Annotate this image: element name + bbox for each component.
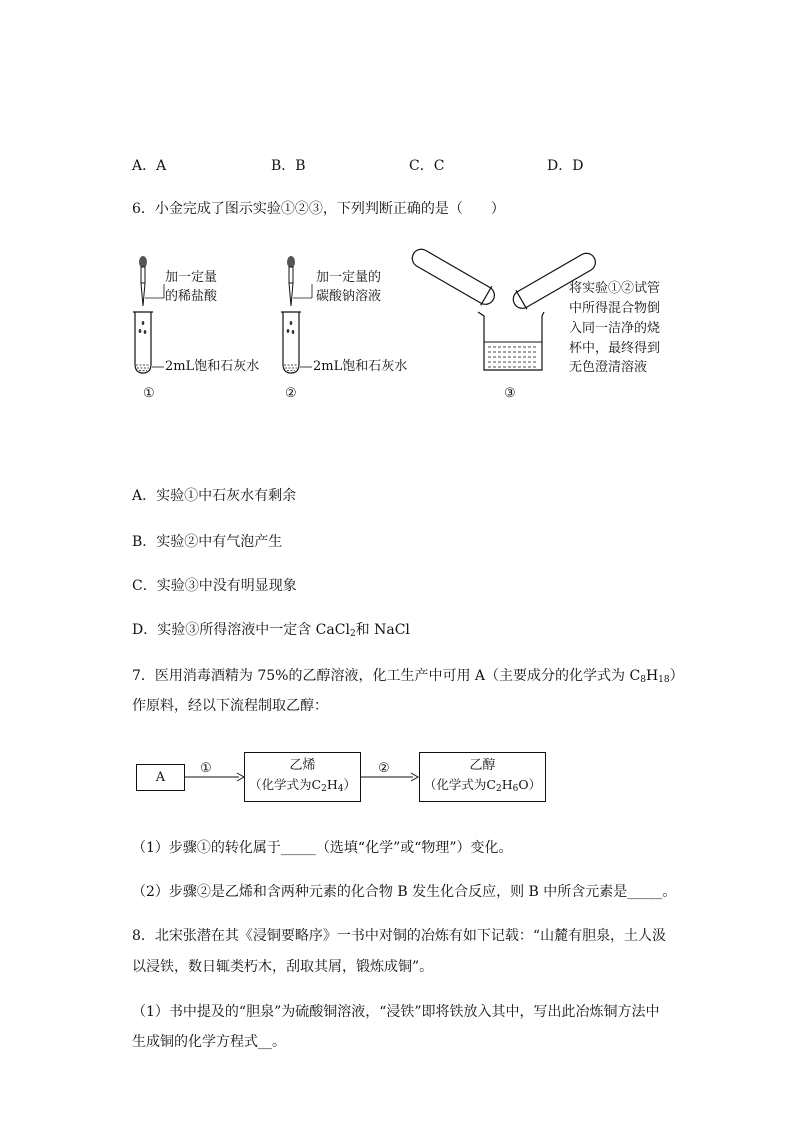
q6-option-c: C．实验③中没有明显现象 xyxy=(132,578,297,594)
fig1-label-line2: 的稀盐酸 xyxy=(165,289,218,304)
option-a: A．A xyxy=(132,158,167,174)
fig3-desc-line5: 无色澄清溶液 xyxy=(569,360,648,375)
figure-2-apparatus xyxy=(278,252,318,377)
figure-3-apparatus xyxy=(412,236,592,381)
fig2-bottom-label: 2mL饱和石灰水 xyxy=(313,359,408,374)
fig1-bottom-label: 2mL饱和石灰水 xyxy=(165,359,260,374)
fig2-label-line2: 碳酸钠溶液 xyxy=(316,289,382,304)
flow-box-a: A xyxy=(136,764,185,791)
fig3-desc-line3: 入同一洁净的烧 xyxy=(569,321,661,336)
fig1-label-line1: 加一定量 xyxy=(165,270,218,285)
q8-subquestion-1-line1: （1）书中提及的“胆泉”为硫酸铜溶液，“浸铁”即将铁放入其中，写出此冶炼铜方法中 xyxy=(132,1004,660,1020)
fig3-number: ③ xyxy=(504,386,516,401)
fig3-desc-line1: 将实验①②试管 xyxy=(569,281,661,296)
flow-box-ethanol xyxy=(419,752,546,802)
fig2-label-line1: 加一定量的 xyxy=(316,270,382,285)
question-7-stem-line1: 7．医用消毒酒精为 75%的乙醇溶液，化工生产中可用 A（主要成分的化学式为 $C_8H_{18}$） xyxy=(132,668,684,685)
flow-arrow-1 xyxy=(185,771,245,783)
flow-box-ethylene xyxy=(244,752,361,802)
question-7-stem-line2: 作原料，经以下流程制取乙醇： xyxy=(132,698,328,714)
option-d: D．D xyxy=(547,158,584,174)
option-c: C．C xyxy=(409,158,445,174)
fig1-number: ① xyxy=(143,386,155,401)
question-6-stem: 6．小金完成了图示实验①②③，下列判断正确的是（ ） xyxy=(132,201,505,217)
q8-subquestion-1-line2: 生成铜的化学方程式__。 xyxy=(132,1034,286,1050)
q6-option-b: B．实验②中有气泡产生 xyxy=(132,534,283,550)
q6-option-d: D．实验③所得溶液中一定含 CaCl$_2$和 NaCl xyxy=(132,622,410,639)
fig2-number: ② xyxy=(285,386,297,401)
figure-1-apparatus xyxy=(130,252,170,377)
flow-step-1-label: ① xyxy=(200,761,212,776)
question-8-stem-line1: 8．北宋张潜在其《浸铜要略序》一书中对铜的冶炼有如下记载：“山麓有胆泉，土人汲 xyxy=(132,928,667,944)
flow-arrow-2 xyxy=(361,771,421,783)
q6-option-a: A．实验①中石灰水有剩余 xyxy=(132,488,297,504)
option-b: B．B xyxy=(271,158,306,174)
ethylene-formula: （化学式为$C_2H_4$） xyxy=(249,777,356,794)
fig3-desc-line2: 中所得混合物倒 xyxy=(569,301,661,316)
q7-subquestion-1: （1）步骤①的转化属于_____（选填“化学”或“物理”）变化。 xyxy=(132,840,513,856)
fig3-desc-line4: 杯中，最终得到 xyxy=(569,341,661,356)
ethylene-title: 乙烯 xyxy=(289,758,316,773)
question-8-stem-line2: 以浸铁，数日辄类朽木，刮取其屑，锻炼成铜”。 xyxy=(132,959,434,975)
ethanol-title: 乙醇 xyxy=(469,758,496,773)
q7-subquestion-2: （2）步骤②是乙烯和含两种元素的化合物 B 发生化合反应，则 B 中所含元素是_____。 xyxy=(132,884,677,900)
flow-step-2-label: ② xyxy=(378,761,390,776)
ethanol-formula: （化学式为$C_2H_6O$） xyxy=(423,777,542,794)
